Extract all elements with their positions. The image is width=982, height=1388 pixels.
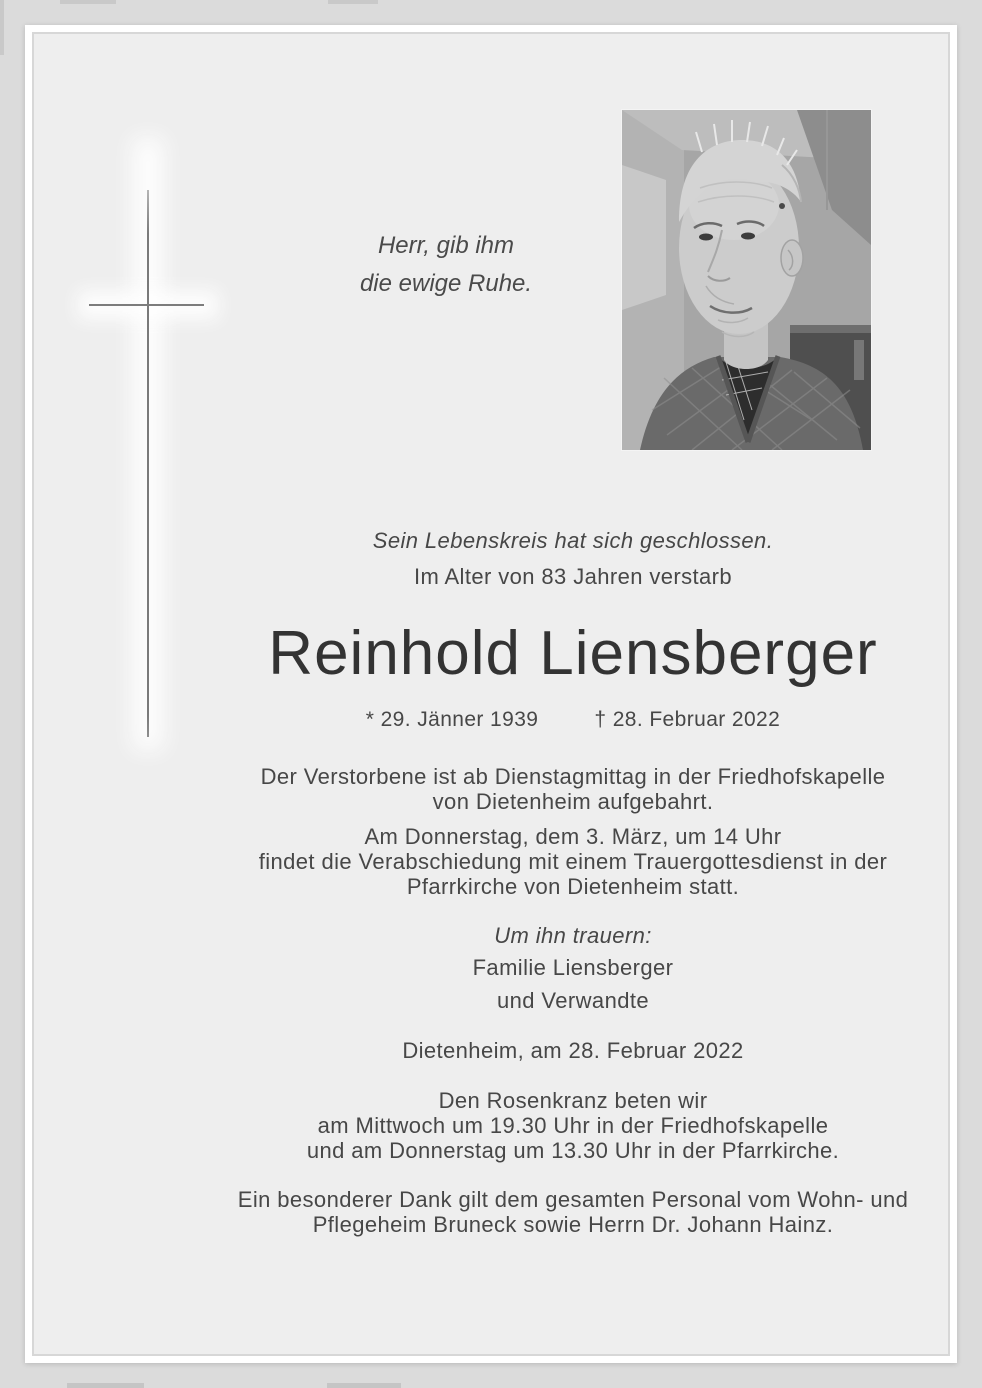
epitaph-quote-line2: die ewige Ruhe. — [359, 270, 533, 297]
portrait-photo-graphic — [622, 110, 871, 450]
scan-edge-artifact — [67, 1383, 144, 1388]
scan-edge-artifact — [60, 0, 116, 4]
birth-date: * 29. Jänner 1939 — [365, 708, 539, 731]
portrait-photo — [622, 110, 871, 450]
rosary-line3: und am Donnerstag um 13.30 Uhr in der Pfarrkirche. — [306, 1138, 840, 1163]
thanks-line1: Ein besonderer Dank gilt dem gesamten Personal vom Wohn- und — [237, 1187, 909, 1212]
laying-out-line1: Der Verstorbene ist ab Dienstagmittag in der Friedhofskapelle — [260, 764, 886, 789]
epitaph-quote-line1: Herr, gib ihm — [377, 232, 515, 259]
scan-edge-artifact — [0, 0, 4, 55]
laying-out-line2: von Dietenheim aufgebahrt. — [432, 789, 714, 814]
rosary-line1: Den Rosenkranz beten wir — [438, 1088, 708, 1113]
cross-vertical-line — [147, 190, 149, 737]
farewell-paragraph — [200, 824, 946, 899]
epitaph-quote — [296, 227, 596, 303]
life-dates — [200, 708, 946, 732]
rosary-line2: am Mittwoch um 19.30 Uhr in der Friedhofskapelle — [317, 1113, 829, 1138]
death-date: † 28. Februar 2022 — [594, 708, 781, 731]
cross-horizontal-line — [89, 304, 204, 306]
deceased-name: Reinhold Liensberger — [268, 619, 878, 688]
farewell-line2: findet die Verabschiedung mit einem Trauergottesdienst in der — [258, 849, 888, 874]
farewell-line3: Pfarrkirche von Dietenheim statt. — [406, 874, 740, 899]
scan-edge-artifact — [327, 1383, 401, 1388]
laying-out-paragraph — [200, 764, 946, 814]
intro-line2: Im Alter von 83 Jahren verstarb — [413, 564, 733, 589]
thanks-line2: Pflegeheim Bruneck sowie Herrn Dr. Johann Hainz. — [312, 1212, 834, 1237]
thanks-paragraph — [200, 1187, 946, 1237]
mourners-label: Um ihn trauern: — [494, 923, 652, 948]
scan-edge-artifact — [328, 0, 378, 4]
rosary-paragraph — [200, 1088, 946, 1163]
mourners-line1: Familie Liensberger — [472, 955, 674, 980]
place-dateline: Dietenheim, am 28. Februar 2022 — [402, 1038, 744, 1063]
intro-line1: Sein Lebenskreis hat sich geschlossen. — [372, 528, 774, 553]
farewell-line1: Am Donnerstag, dem 3. März, um 14 Uhr — [364, 824, 782, 849]
mourners-line2: und Verwandte — [497, 988, 649, 1013]
